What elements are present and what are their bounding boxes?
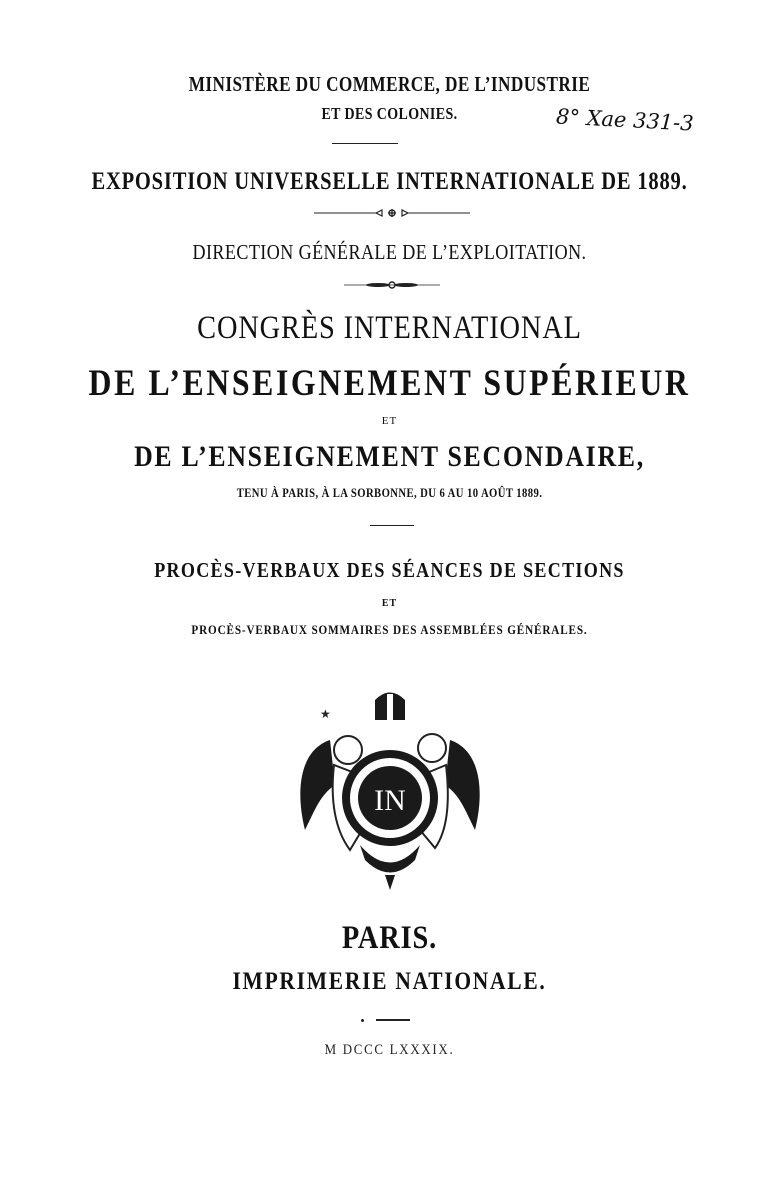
- congress-title-line-1: CONGRÈS INTERNATIONAL: [197, 310, 582, 346]
- ornament-divider-icon: [314, 207, 470, 219]
- exposition-title: EXPOSITION UNIVERSELLE INTERNATIONALE DE 1889.: [91, 168, 688, 195]
- conjunction-et: ET: [381, 598, 398, 609]
- ornament-divider-icon: [344, 281, 440, 289]
- ornament-dot: [361, 1019, 364, 1022]
- congress-held-line: TENU À PARIS, À LA SORBONNE, DU 6 AU 10 AOÛT 1889.: [236, 485, 543, 500]
- contents-line-2: PROCÈS-VERBAUX SOMMAIRES DES ASSEMBLÉES GÉNÉRALES.: [191, 622, 588, 637]
- ministry-line-2: ET DES COLONIES.: [321, 104, 458, 123]
- svg-text:★: ★: [320, 707, 331, 721]
- congress-title-line-2: DE L’ENSEIGNEMENT SUPÉRIEUR: [88, 363, 691, 404]
- direction-line: DIRECTION GÉNÉRALE DE L’EXPLOITATION.: [192, 240, 587, 264]
- imprimerie-nationale-emblem-icon: [290, 680, 490, 890]
- imprint-printer: IMPRIMERIE NATIONALE.: [232, 968, 547, 995]
- congress-title-line-3: DE L’ENSEIGNEMENT SECONDAIRE,: [134, 440, 645, 473]
- contents-line-1: PROCÈS-VERBAUX DES SÉANCES DE SECTIONS: [154, 558, 625, 582]
- svg-text:IN: IN: [374, 784, 406, 817]
- ministry-line-1: MINISTÈRE DU COMMERCE, DE L’INDUSTRIE: [188, 72, 591, 96]
- handwritten-shelfmark: 8° Xae 331-3: [555, 104, 695, 136]
- divider-rule: [370, 525, 414, 526]
- imprint-city: PARIS.: [341, 920, 438, 956]
- divider-rule: [376, 1019, 410, 1021]
- imprint-year: M DCCC LXXXIX.: [324, 1042, 455, 1058]
- divider-rule: [332, 143, 398, 144]
- conjunction-et: ET: [381, 415, 398, 427]
